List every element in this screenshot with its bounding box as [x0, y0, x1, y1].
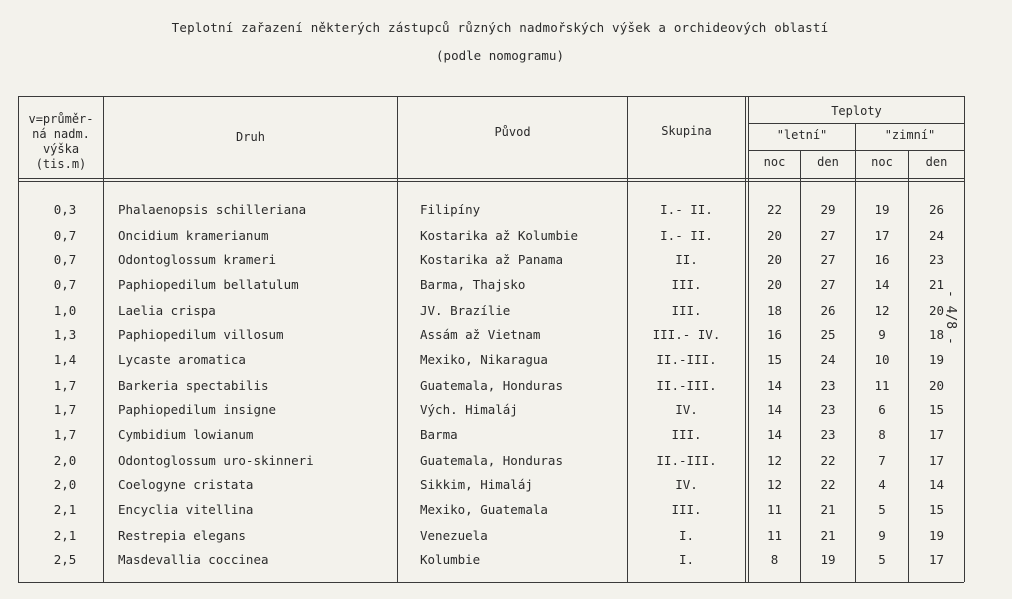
winter-day-cell: 17	[928, 427, 945, 442]
table-top-border	[18, 96, 964, 97]
origin-cell: Barma, Thajsko	[420, 277, 526, 292]
header-altitude-line-3: výška	[42, 142, 80, 156]
group-cell: I.	[678, 528, 695, 543]
header-bottom-rule	[18, 178, 964, 179]
summer-night-cell: 14	[766, 378, 783, 393]
altitude-cell: 1,7	[53, 402, 77, 417]
winter-night-cell: 11	[874, 378, 890, 393]
group-cell: I.	[678, 552, 695, 567]
header-temperatures: Teploty	[831, 104, 882, 118]
winter-day-cell: 15	[928, 402, 945, 417]
species-cell: Cymbidium lowianum	[118, 427, 254, 442]
species-cell: Masdevallia coccinea	[118, 552, 269, 567]
winter-night-cell: 12	[874, 303, 890, 318]
altitude-cell: 1,7	[53, 378, 77, 393]
altitude-cell: 2,0	[53, 453, 77, 468]
winter-day-cell: 20	[928, 378, 945, 393]
summer-night-cell: 14	[766, 427, 783, 442]
group-cell: II.-III.	[656, 378, 717, 393]
winter-night-cell: 17	[874, 228, 890, 243]
table-left-border	[18, 96, 19, 582]
summer-day-cell: 21	[820, 528, 836, 543]
summer-night-cell: 11	[766, 528, 783, 543]
group-cell: III.- IV.	[652, 327, 721, 342]
altitude-cell: 1,7	[53, 427, 77, 442]
origin-cell: Venezuela	[420, 528, 488, 543]
winter-day-cell: 17	[928, 453, 945, 468]
origin-cell: Kostarika až Kolumbie	[420, 228, 579, 243]
winter-day-cell: 15	[928, 502, 945, 517]
origin-cell: Guatemala, Honduras	[420, 453, 563, 468]
origin-cell: Kostarika až Panama	[420, 252, 563, 267]
summer-day-cell: 26	[820, 303, 836, 318]
altitude-cell: 1,4	[53, 352, 77, 367]
species-cell: Laelia crispa	[118, 303, 216, 318]
origin-cell: Filipíny	[420, 202, 481, 217]
species-cell: Odontoglossum uro-skinneri	[118, 453, 314, 468]
winter-day-cell: 14	[928, 477, 945, 492]
altitude-cell: 2,1	[53, 528, 77, 543]
winter-night-cell: 7	[878, 453, 886, 468]
winter-night-cell: 16	[874, 252, 890, 267]
group-cell: II.-III.	[656, 453, 717, 468]
header-species: Druh	[236, 130, 265, 144]
header-bottom-rule-2	[18, 181, 964, 182]
group-cell: III.	[671, 303, 702, 318]
species-cell: Paphiopedilum insigne	[118, 402, 277, 417]
origin-cell: JV. Brazílie	[420, 303, 511, 318]
group-cell: I.- II.	[660, 202, 713, 217]
species-cell: Paphiopedilum villosum	[118, 327, 284, 342]
origin-cell: Kolumbie	[420, 552, 481, 567]
temps-subheader-rule	[748, 123, 964, 124]
group-cell: IV.	[675, 477, 698, 492]
summer-night-cell: 15	[766, 352, 783, 367]
origin-cell: Vých. Himaláj	[420, 402, 518, 417]
summer-night-cell: 20	[766, 228, 783, 243]
summer-night-cell: 20	[766, 252, 783, 267]
winter-day-cell: 26	[928, 202, 945, 217]
group-cell: III.	[671, 277, 702, 292]
group-cell: III.	[671, 427, 702, 442]
header-altitude	[20, 112, 102, 172]
summer-day-cell: 27	[820, 277, 836, 292]
header-group: Skupina	[661, 124, 712, 138]
group-cell: III.	[671, 502, 702, 517]
header-winter: "zimní"	[884, 128, 936, 142]
summer-day-cell: 27	[820, 228, 836, 243]
header-summer: "letní"	[776, 128, 828, 142]
winter-night-cell: 9	[878, 327, 886, 342]
species-column-rule	[397, 96, 398, 582]
winter-night-cell: 8	[878, 427, 886, 442]
daynight-subheader-rule	[748, 150, 964, 151]
species-cell: Paphiopedilum bellatulum	[118, 277, 299, 292]
summer-day-cell: 23	[820, 402, 836, 417]
species-cell: Encyclia vitellina	[118, 502, 254, 517]
altitude-cell: 2,5	[53, 552, 77, 567]
altitude-cell: 1,3	[53, 327, 77, 342]
winter-night-cell: 5	[878, 552, 886, 567]
page-number: - 4/8 -	[943, 290, 958, 345]
summer-day-cell: 21	[820, 502, 836, 517]
summer-night-cell: 11	[766, 502, 783, 517]
winter-night-cell: 10	[874, 352, 890, 367]
group-cell: I.- II.	[660, 228, 713, 243]
species-cell: Restrepia elegans	[118, 528, 246, 543]
summer-day-cell: 23	[820, 427, 836, 442]
origin-cell: Mexiko, Guatemala	[420, 502, 548, 517]
summer-night-cell: 12	[766, 453, 783, 468]
header-altitude-line-2: ná nadm.	[32, 127, 90, 141]
winter-night-cell: 9	[878, 528, 886, 543]
species-cell: Coelogyne cristata	[118, 477, 254, 492]
summer-night-cell: 14	[766, 402, 783, 417]
group-cell: IV.	[675, 402, 698, 417]
winter-day-cell: 19	[928, 352, 945, 367]
table-right-border	[964, 96, 965, 582]
species-cell: Oncidium kramerianum	[118, 228, 269, 243]
winter-night-cell: 5	[878, 502, 886, 517]
altitude-cell: 0,7	[53, 277, 77, 292]
summer-day-cell: 24	[820, 352, 836, 367]
winter-night-cell: 6	[878, 402, 886, 417]
summer-night-cell: 18	[766, 303, 783, 318]
species-cell: Barkeria spectabilis	[118, 378, 269, 393]
header-summer-night: noc	[763, 155, 786, 169]
summer-day-cell: 19	[820, 552, 836, 567]
species-cell: Lycaste aromatica	[118, 352, 246, 367]
table-bottom-border	[18, 582, 964, 583]
winter-night-cell: 4	[878, 477, 886, 492]
origin-cell: Sikkim, Himaláj	[420, 477, 533, 492]
winter-day-cell: 17	[928, 552, 945, 567]
winter-night-cell: 14	[874, 277, 890, 292]
altitude-cell: 0,3	[53, 202, 77, 217]
summer-night-cell: 16	[766, 327, 783, 342]
altitude-cell: 0,7	[53, 228, 77, 243]
header-winter-night: noc	[871, 155, 893, 169]
summer-night-cell: 8	[770, 552, 779, 567]
header-origin: Původ	[494, 125, 531, 139]
origin-cell: Guatemala, Honduras	[420, 378, 563, 393]
summer-day-cell: 25	[820, 327, 836, 342]
altitude-column-rule	[103, 96, 104, 582]
summer-day-cell: 29	[820, 202, 836, 217]
summer-night-cell: 20	[766, 277, 783, 292]
winter-day-cell: 24	[928, 228, 945, 243]
page-title: Teplotní zařazení některých zástupců různých nadmořských výšek a orchideových oblastí	[171, 20, 829, 35]
winter-day-cell: 20	[928, 303, 945, 318]
summer-day-cell: 22	[820, 477, 836, 492]
winter-day-cell: 18	[928, 327, 945, 342]
origin-cell: Barma	[420, 427, 458, 442]
species-cell: Odontoglossum krameri	[118, 252, 277, 267]
summer-day-cell: 22	[820, 453, 836, 468]
summer-night-cell: 12	[766, 477, 783, 492]
group-column-rule	[745, 96, 746, 582]
origin-cell: Assám až Vietnam	[420, 327, 541, 342]
summer-day-cell: 23	[820, 378, 836, 393]
altitude-cell: 1,0	[53, 303, 77, 318]
altitude-cell: 0,7	[53, 252, 77, 267]
origin-cell: Mexiko, Nikaragua	[420, 352, 548, 367]
summer-day-cell: 27	[820, 252, 836, 267]
winter-day-cell: 19	[928, 528, 945, 543]
altitude-cell: 2,1	[53, 502, 77, 517]
page-subtitle: (podle nomogramu)	[436, 48, 564, 63]
winter-night-cell: 19	[874, 202, 890, 217]
header-altitude-line-1: v=průměr-	[28, 112, 94, 126]
group-cell: II.-III.	[656, 352, 717, 367]
species-cell: Phalaenopsis schilleriana	[118, 202, 307, 217]
header-summer-day: den	[817, 155, 839, 169]
summer-night-cell: 22	[766, 202, 783, 217]
winter-day-cell: 21	[928, 277, 945, 292]
header-altitude-line-4: (tis.m)	[35, 157, 87, 171]
winter-day-cell: 23	[928, 252, 945, 267]
header-winter-day: den	[925, 155, 948, 169]
altitude-cell: 2,0	[53, 477, 77, 492]
group-cell: II.	[675, 252, 698, 267]
